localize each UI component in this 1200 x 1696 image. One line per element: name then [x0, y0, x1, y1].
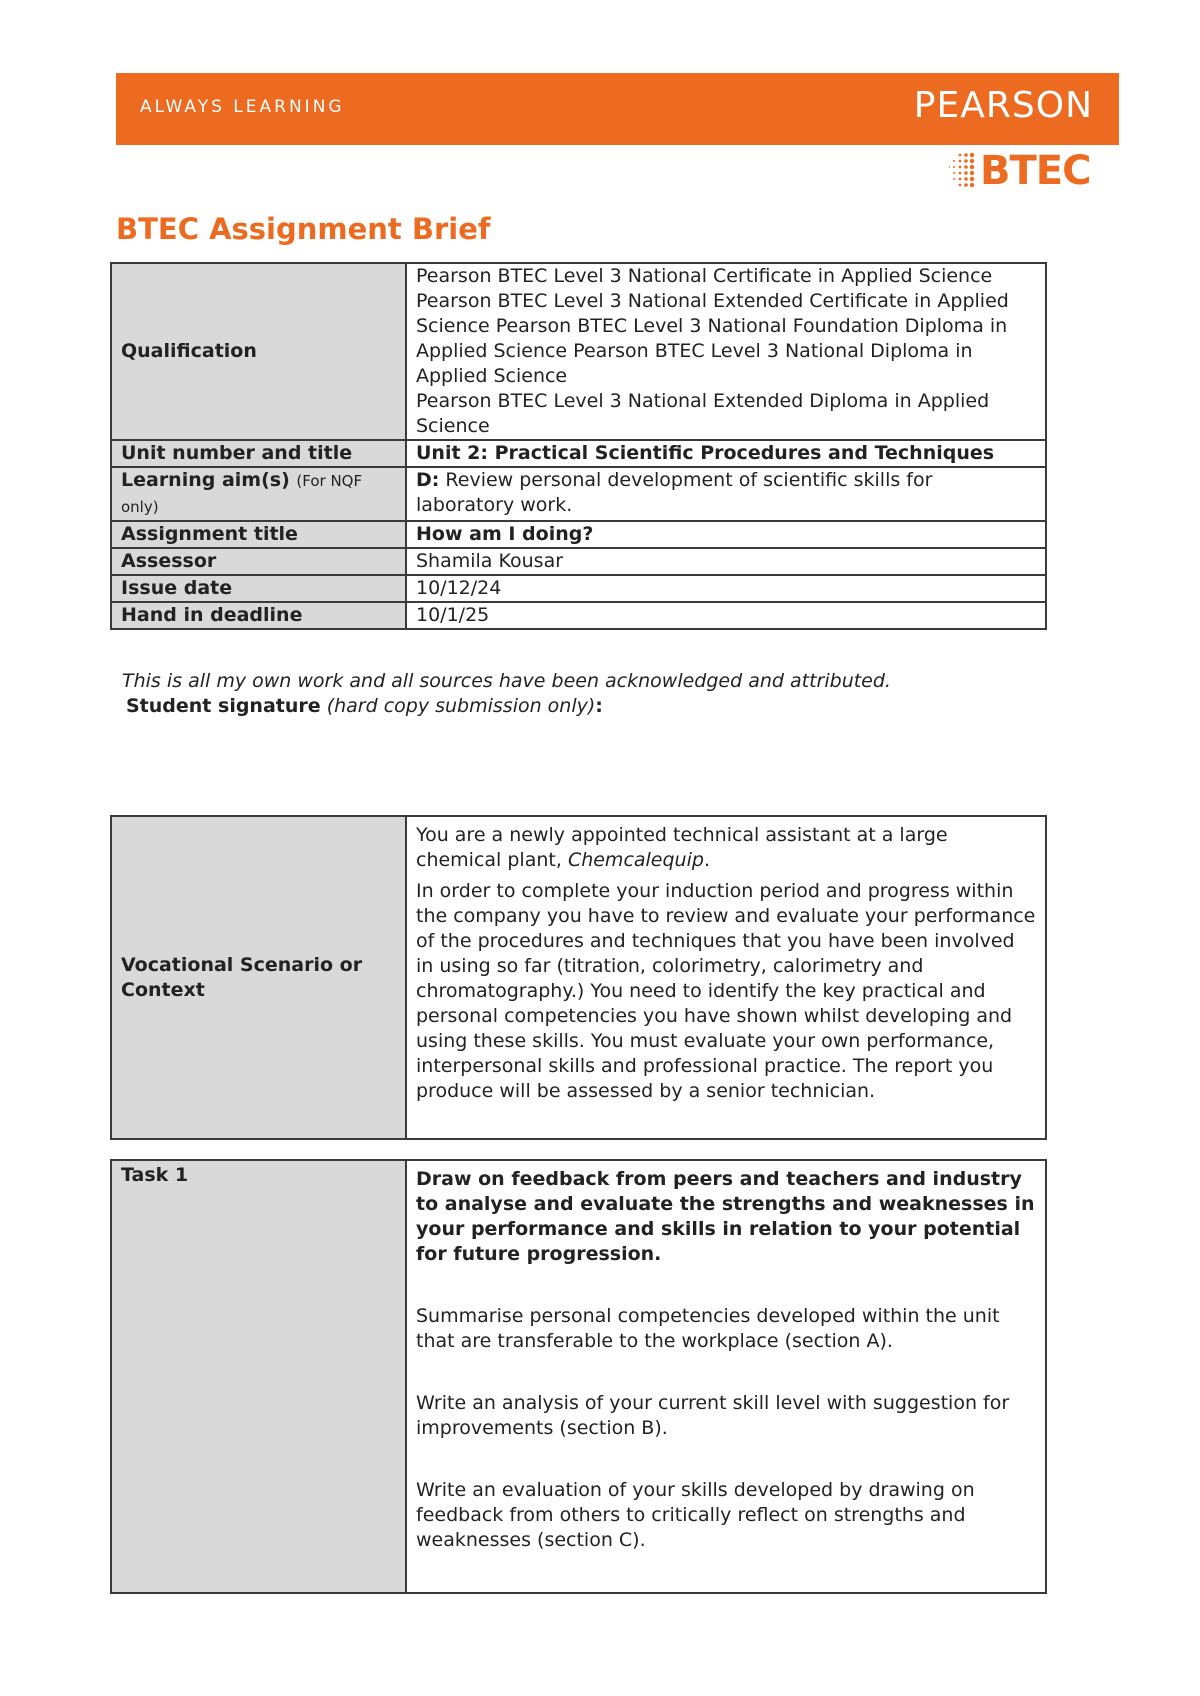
signature-label: Student signature — [126, 695, 321, 717]
deadline-label: Hand in deadline — [111, 602, 406, 629]
learning-aim-note: (For NQF only) — [121, 472, 363, 516]
task-heading: Draw on feedback from peers and teachers and industry to analyse and evaluate the strengths and weaknesses in your performance and skills in relation to your potential for future progression. — [416, 1168, 1035, 1265]
tagline: ALWAYS LEARNING — [140, 97, 345, 117]
assessor-value: Shamila Kousar — [406, 548, 1046, 575]
scenario-intro-text: You are a newly appointed technical assistant at a large chemical plant, — [416, 824, 948, 871]
learning-aim-label — [111, 467, 406, 521]
unit-row — [111, 440, 1046, 467]
student-signature — [126, 694, 603, 719]
task-item: Summarise personal competencies developed within the unit that are transferable to the workplace (section A). — [416, 1305, 1000, 1352]
signature-colon: : — [595, 695, 603, 717]
assignment-details-table — [110, 262, 1047, 630]
btec-logo-text: BTEC — [980, 148, 1091, 194]
assessor-label: Assessor — [111, 548, 406, 575]
qualification-line: Pearson BTEC Level 3 National Extended Diploma in Applied Science — [416, 390, 990, 437]
task-item: Write an analysis of your current skill level with suggestion for improvements (section B). — [416, 1392, 1010, 1439]
assignment-title-row — [111, 521, 1046, 548]
task-label: Task 1 — [111, 1160, 406, 1593]
deadline-row — [111, 602, 1046, 629]
task-content — [406, 1160, 1046, 1593]
declaration: This is all my own work and all sources have been acknowledged and attributed. — [122, 670, 891, 692]
btec-dots-icon — [948, 149, 976, 193]
scenario-table — [110, 815, 1047, 1140]
learning-aim-row — [111, 467, 1046, 521]
pearson-logo: PEARSON — [913, 85, 1093, 126]
assessor-row — [111, 548, 1046, 575]
signature-note: (hard copy submission only) — [326, 695, 596, 717]
qualification-line: Pearson BTEC Level 3 National Certificate in Applied Science — [416, 265, 993, 287]
issue-date-label: Issue date — [111, 575, 406, 602]
learning-aim-value — [406, 467, 1046, 521]
task-item: Write an evaluation of your skills developed by drawing on feedback from others to critically reflect on strengths and weaknesses (section C). — [416, 1479, 975, 1551]
learning-aim-text: Review personal development of scientific skills for laboratory work. — [416, 469, 933, 516]
scenario-intro-end: . — [703, 849, 710, 871]
header-banner — [116, 73, 1119, 145]
assignment-title-label: Assignment title — [111, 521, 406, 548]
issue-date-value: 10/12/24 — [406, 575, 1046, 602]
qualification-row — [111, 263, 1046, 440]
scenario-value — [406, 816, 1046, 1139]
task-row — [111, 1160, 1046, 1593]
page-title: BTEC Assignment Brief — [116, 212, 491, 246]
qualification-label: Qualification — [111, 263, 406, 440]
scenario-row — [111, 816, 1046, 1139]
unit-label: Unit number and title — [111, 440, 406, 467]
deadline-value: 10/1/25 — [406, 602, 1046, 629]
company-name: Chemcalequip — [567, 849, 704, 871]
learning-aim-code: D: — [416, 469, 440, 491]
scenario-intro — [416, 823, 1036, 873]
task-table — [110, 1159, 1047, 1594]
scenario-body: In order to complete your induction period and progress within the company you have to review and evaluate your performance of the procedures and techniques that you have been involved in using so far (titration, colorimetry, calorimetry and chromatography.) You need to identify the key practical and personal competencies you have shown whilst developing and using these skills. You must evaluate your own performance, interpersonal skills and professional practice. The report you produce will be assessed by a senior technician. — [416, 880, 1036, 1102]
unit-value: Unit 2: Practical Scientific Procedures and Techniques — [406, 440, 1046, 467]
assignment-title-value: How am I doing? — [406, 521, 1046, 548]
scenario-label: Vocational Scenario or Context — [111, 816, 406, 1139]
btec-logo — [948, 146, 1090, 196]
qualification-line: Pearson BTEC Level 3 National Extended Certificate in Applied Science Pearson BTEC Level 3 National Foundation Diploma in Applied Science Pearson BTEC Level 3 National Diploma in Applied Science — [416, 290, 1009, 387]
qualification-value — [406, 263, 1046, 440]
issue-date-row — [111, 575, 1046, 602]
learning-aim-label-text: Learning aim(s) — [121, 469, 290, 491]
